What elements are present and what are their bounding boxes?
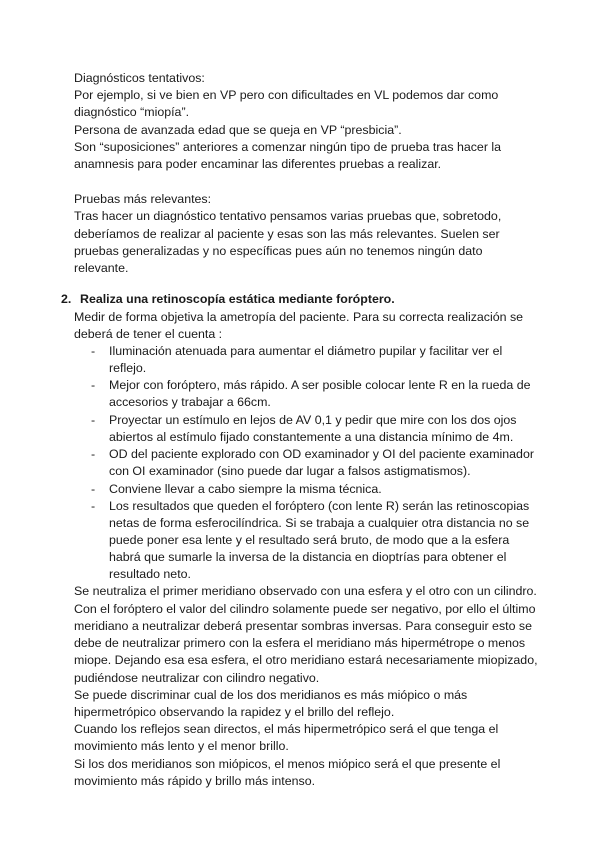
paragraph-line: miope. Dejando esa esa esfera, el otro meridiano estará necesariamente miopizado,	[74, 653, 538, 667]
list-bullet: -	[91, 378, 96, 392]
paragraph-line: hipermetrópico observando la rapidez y el brillo del reflejo.	[74, 705, 395, 719]
list-item-line: netas de forma esferocilíndrica. Si se trabaja a cualquier otra distancia no se	[109, 516, 530, 530]
list-item-line: abiertos al estímulo fijado constantemente a una distancia mínimo de 4m.	[109, 430, 514, 444]
list-item-line: con OI examinador (sino puede dar lugar a falsos astigmatismos).	[109, 464, 471, 478]
list-item-line: habrá que sumarle la inversa de la distancia en dioptrías para obtener el	[109, 550, 507, 564]
list-bullet: -	[91, 499, 96, 513]
section-2-title: Realiza una retinoscopía estática mediante foróptero.	[80, 292, 395, 306]
tests-text-line: relevante.	[74, 261, 129, 275]
list-bullet: -	[91, 482, 96, 496]
list-item-line: reflejo.	[109, 361, 147, 375]
paragraph-line: Se neutraliza el primer meridiano observado con una esfera y el otro con un cilindro.	[74, 584, 537, 598]
paragraph-line: Si los dos meridianos son miópicos, el menos miópico será el que presente el	[74, 757, 501, 771]
tests-text-line: Tras hacer un diagnóstico tentativo pensamos varias pruebas que, sobretodo,	[74, 209, 502, 223]
list-item-line: Los resultados que queden el foróptero (con lente R) serán las retinoscopias	[109, 499, 530, 513]
tests-title: Pruebas más relevantes:	[74, 192, 212, 206]
list-item-line: OD del paciente explorado con OD examinador y OI del paciente examinador	[109, 447, 534, 461]
diagnosis-text-line: Son “suposiciones” anteriores a comenzar ningún tipo de prueba tras hacer la	[74, 140, 502, 154]
list-item-line: puede poner esa lente y el resultado será bruto, de modo que a la esfera	[109, 533, 510, 547]
paragraph-line: debe de neutralizar primero con la esfera el meridiano más hipermétrope o menos	[74, 636, 526, 650]
list-item-line: Mejor con foróptero, más rápido. A ser posible colocar lente R en la rueda de	[109, 378, 531, 392]
list-bullet: -	[91, 413, 96, 427]
paragraph-line: pudiéndose neutralizar con cilindro negativo.	[74, 671, 320, 685]
paragraph-line: movimiento más lento y el menor brillo.	[74, 739, 289, 753]
list-bullet: -	[91, 344, 96, 358]
diagnosis-text-line: diagnóstico “miopía”.	[74, 105, 190, 119]
paragraph-line: Se puede discriminar cual de los dos meridianos es más miópico o más	[74, 688, 468, 702]
paragraph-line: meridiano a neutralizar deberá presentar sombras inversas. Para conseguir esto se	[74, 619, 532, 633]
section-2-number: 2.	[61, 292, 72, 306]
list-item-line: resultado neto.	[109, 567, 191, 581]
list-item-line: accesorios y trabajar a 66cm.	[109, 395, 271, 409]
diagnosis-text-line: Persona de avanzada edad que se queja en VP “presbicia”.	[74, 123, 402, 137]
section-2-heading	[61, 291, 395, 307]
tests-text-line: deberíamos de realizar al paciente y esas son las más relevantes. Suelen ser	[74, 227, 500, 241]
intro-text-line: deberá de tener el cuenta :	[74, 327, 223, 341]
diagnosis-text-line: anamnesis para poder encaminar las diferentes pruebas a realizar.	[74, 157, 442, 171]
list-item-line: Conviene llevar a cabo siempre la misma técnica.	[109, 482, 382, 496]
intro-text-line: Medir de forma objetiva la ametropía del paciente. Para su correcta realización se	[74, 310, 524, 324]
diagnosis-title: Diagnósticos tentativos:	[74, 71, 205, 85]
list-item-line: Proyectar un estímulo en lejos de AV 0,1 y pedir que mire con los dos ojos	[109, 413, 517, 427]
paragraph-line: movimiento más rápido y brillo más intenso.	[74, 774, 316, 788]
paragraph-line: Con el foróptero el valor del cilindro solamente puede ser negativo, por ello el último	[74, 602, 536, 616]
list-bullet: -	[91, 447, 96, 461]
list-item-line: Iluminación atenuada para aumentar el diámetro pupilar y facilitar ver el	[109, 344, 503, 358]
diagnosis-text-line: Por ejemplo, si ve bien en VP pero con dificultades en VL podemos dar como	[74, 88, 499, 102]
paragraph-line: Cuando los reflejos sean directos, el más hipermetrópico será el que tenga el	[74, 722, 499, 736]
tests-text-line: pruebas generalizadas y no específicas pues aún no tenemos ningún dato	[74, 244, 483, 258]
